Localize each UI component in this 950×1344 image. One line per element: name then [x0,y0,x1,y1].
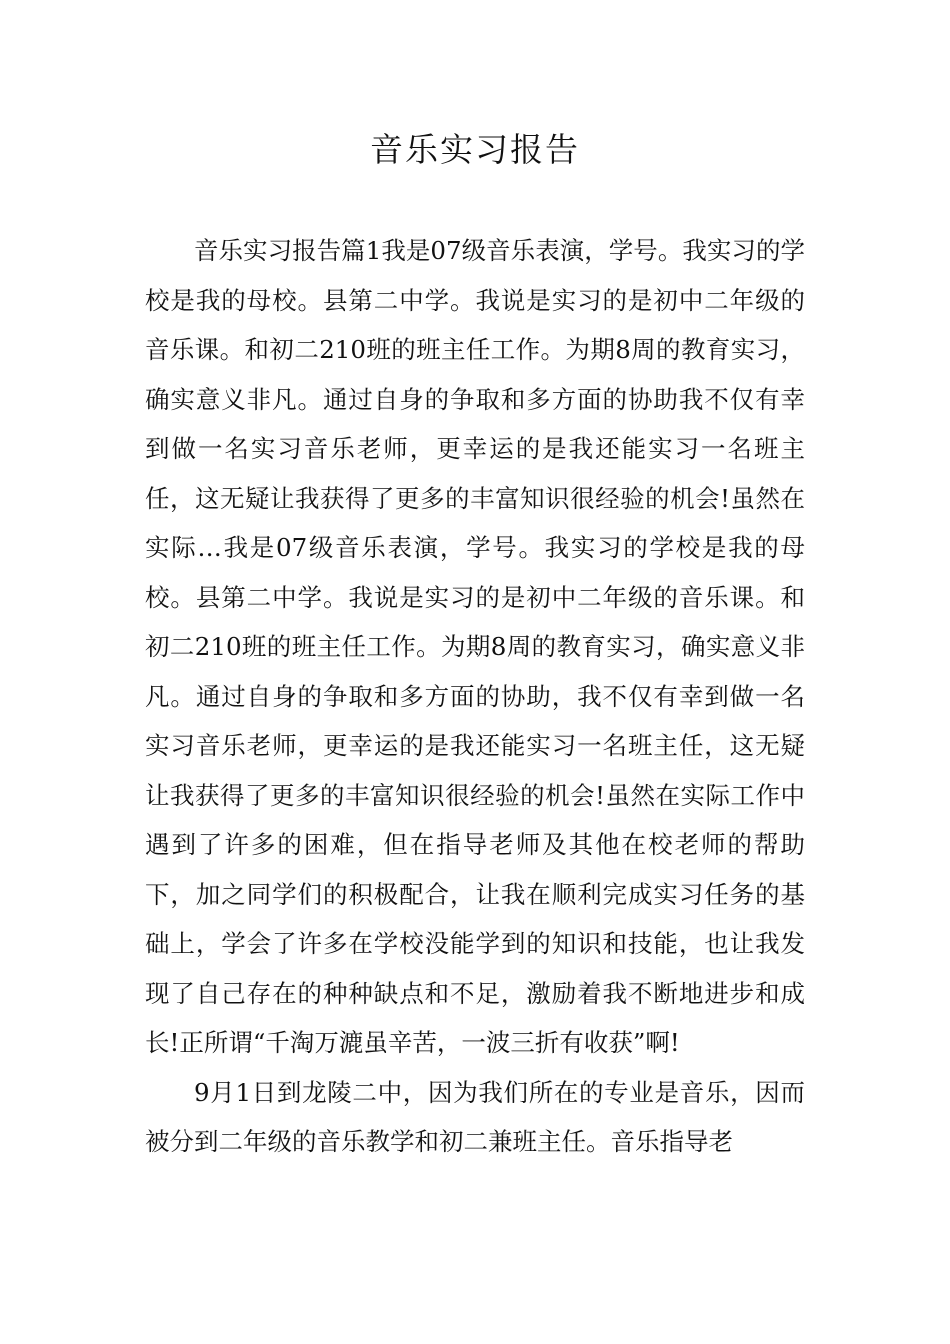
body-paragraph-1: 音乐实习报告篇1我是07级音乐表演，学号。我实习的学校是我的母校。县第二中学。我说是实习的是初中二年级的音乐课。和初二210班的班主任工作。为期8周的教育实习，确实意义非凡。通过自身的争取和多方面的协助我不仅有幸到做一名实习音乐老师，更幸运的是我还能实习一名班主任，这无疑让我获得了更多的丰富知识很经验的机会!虽然在实际…我是07级音乐表演，学号。我实习的学校是我的母校。县第二中学。我说是实习的是初中二年级的音乐课。和初二210班的班主任工作。为期8周的教育实习，确实意义非凡。通过自身的争取和多方面的协助，我不仅有幸到做一名实习音乐老师，更幸运的是我还能实习一名班主任，这无疑让我获得了更多的丰富知识很经验的机会!虽然在实际工作中遇到了许多的困难，但在指导老师及其他在校老师的帮助下，加之同学们的积极配合，让我在顺利完成实习任务的基础上，学会了许多在学校没能学到的知识和技能，也让我发现了自己存在的种种缺点和不足，激励着我不断地进步和成长!正所谓“千淘万漉虽辛苦，一波三折有收获”啊! [145,236,805,1057]
body-paragraph-2: 9月1日到龙陵二中，因为我们所在的专业是音乐，因而被分到二年级的音乐教学和初二兼班主任。音乐指导老 [145,1077,805,1156]
document-body [145,226,805,1167]
document-title: 音乐实习报告 [370,130,580,169]
